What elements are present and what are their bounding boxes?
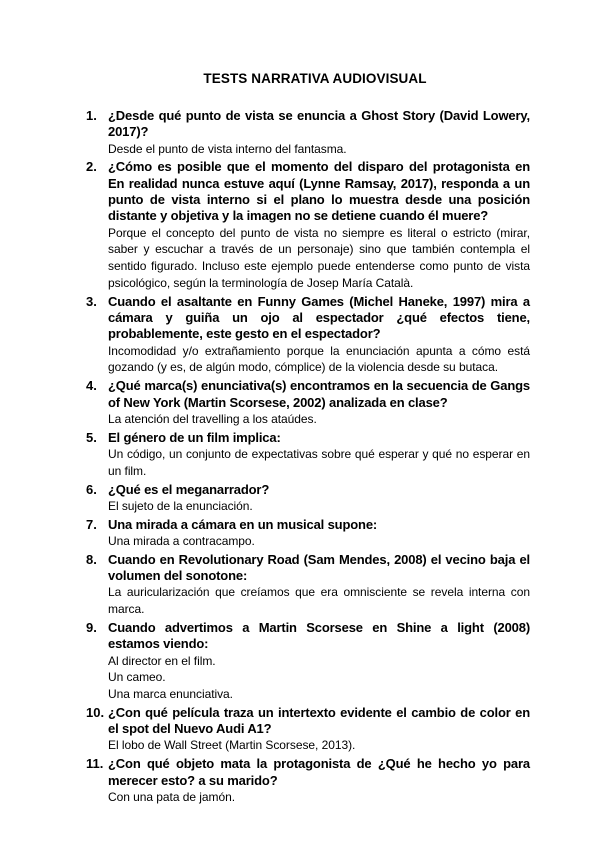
question-item: [86, 552, 530, 618]
answer-text: La atención del travelling a los ataúdes.: [108, 411, 317, 426]
question-text: ¿Cómo es posible que el momento del disparo del protagonista en En realidad nunca estuve aquí (Lynne Ramsay, 2017), responda a un punto de vista interno si el plano lo muestra desde una posición distante y objetiva y la imagen no se detiene cuando él muere?: [108, 159, 530, 224]
question-number: 3.: [86, 293, 97, 309]
question-text: ¿Con qué objeto mata la protagonista de ¿Qué he hecho yo para merecer esto? a su marido?: [108, 756, 530, 788]
question-item: [86, 705, 530, 754]
answer-text: Con una pata de jamón.: [108, 789, 235, 804]
question-text: Cuando el asaltante en Funny Games (Michel Haneke, 1997) mira a cámara y guiña un ojo al espectador ¿qué efectos tiene, probablemente, este gesto en el espectador?: [108, 293, 530, 342]
answer-text: Desde el punto de vista interno del fantasma.: [108, 141, 347, 156]
question-number: 10.: [86, 704, 105, 720]
question-item: [86, 430, 530, 480]
answer-block: [108, 141, 530, 158]
answer-text: Un código, un conjunto de expectativas sobre qué esperar y qué no esperar en un film.: [108, 446, 530, 478]
question-number: 4.: [86, 378, 97, 394]
question-item: [86, 517, 530, 550]
question-item: [86, 756, 530, 805]
question-number: 7.: [86, 516, 97, 532]
question-number: 6.: [86, 481, 97, 497]
answer-block: [108, 411, 530, 428]
question-number: 1.: [86, 108, 97, 123]
answer-text: Un cameo.: [108, 670, 166, 685]
question-item: [86, 159, 530, 291]
question-list: [86, 108, 530, 806]
answer-block: [108, 225, 530, 292]
answer-block: [108, 737, 530, 754]
question-text: Cuando en Revolutionary Road (Sam Mendes, 2008) el vecino baja el volumen del sonotone:: [108, 551, 530, 584]
question-text: Una mirada a cámara en un musical supone:: [108, 516, 378, 532]
answer-text: Una mirada a contracampo.: [108, 533, 255, 548]
question-number: 8.: [86, 551, 97, 567]
question-text: El género de un film implica:: [108, 429, 281, 445]
answer-text: Al director en el film.: [108, 653, 216, 668]
answer-block: [108, 343, 530, 377]
answer-text: Incomodidad y/o extrañamiento porque la enunciación apunta a cómo está gozando (y es, de algún modo, cómplice) de la violencia desde su butaca.: [108, 343, 530, 375]
answer-text: La auricularización que creíamos que era omnisciente se revela interna con marca.: [108, 585, 530, 617]
question-item: [86, 108, 530, 157]
answer-block: [108, 584, 530, 618]
question-text: Cuando advertimos a Martin Scorsese en Shine a light (2008) estamos viendo:: [108, 619, 530, 652]
question-text: ¿Desde qué punto de vista se enuncia a Ghost Story (David Lowery, 2017)?: [108, 108, 530, 140]
document-title: TESTS NARRATIVA AUDIOVISUAL: [203, 71, 427, 86]
question-text: ¿Qué es el meganarrador?: [108, 481, 270, 497]
question-item: [86, 378, 530, 427]
answer-block: [108, 446, 530, 480]
answer-text: Porque el concepto del punto de vista no siempre es literal o estricto (mirar, saber y escuchar a través de un personaje) sino que también contempla el sentido figurado. Incluso este ejemplo puede entenderse como punto de vista psicológico, según la terminología de Josep María Català.: [108, 225, 530, 290]
question-item: [86, 482, 530, 515]
question-number: 2.: [86, 159, 97, 175]
answer-block: [108, 789, 530, 806]
answer-text: El sujeto de la enunciación.: [108, 498, 253, 513]
question-text: ¿Qué marca(s) enunciativa(s) encontramos en la secuencia de Gangs of New York (Martin Scorsese, 2002) analizada en clase?: [108, 378, 530, 410]
question-item: [86, 620, 530, 703]
answer-block: [108, 498, 530, 515]
question-text: ¿Con qué película traza un intertexto evidente el cambio de color en el spot del Nuevo Audi A1?: [108, 704, 530, 737]
question-number: 9.: [86, 619, 97, 635]
answer-block: [108, 653, 530, 703]
answer-text: Una marca enunciativa.: [108, 687, 233, 702]
answer-text: El lobo de Wall Street (Martin Scorsese, 2013).: [108, 738, 356, 753]
question-number: 11.: [86, 756, 104, 772]
answer-block: [108, 533, 530, 550]
question-item: [86, 294, 530, 376]
question-number: 5.: [86, 429, 97, 445]
